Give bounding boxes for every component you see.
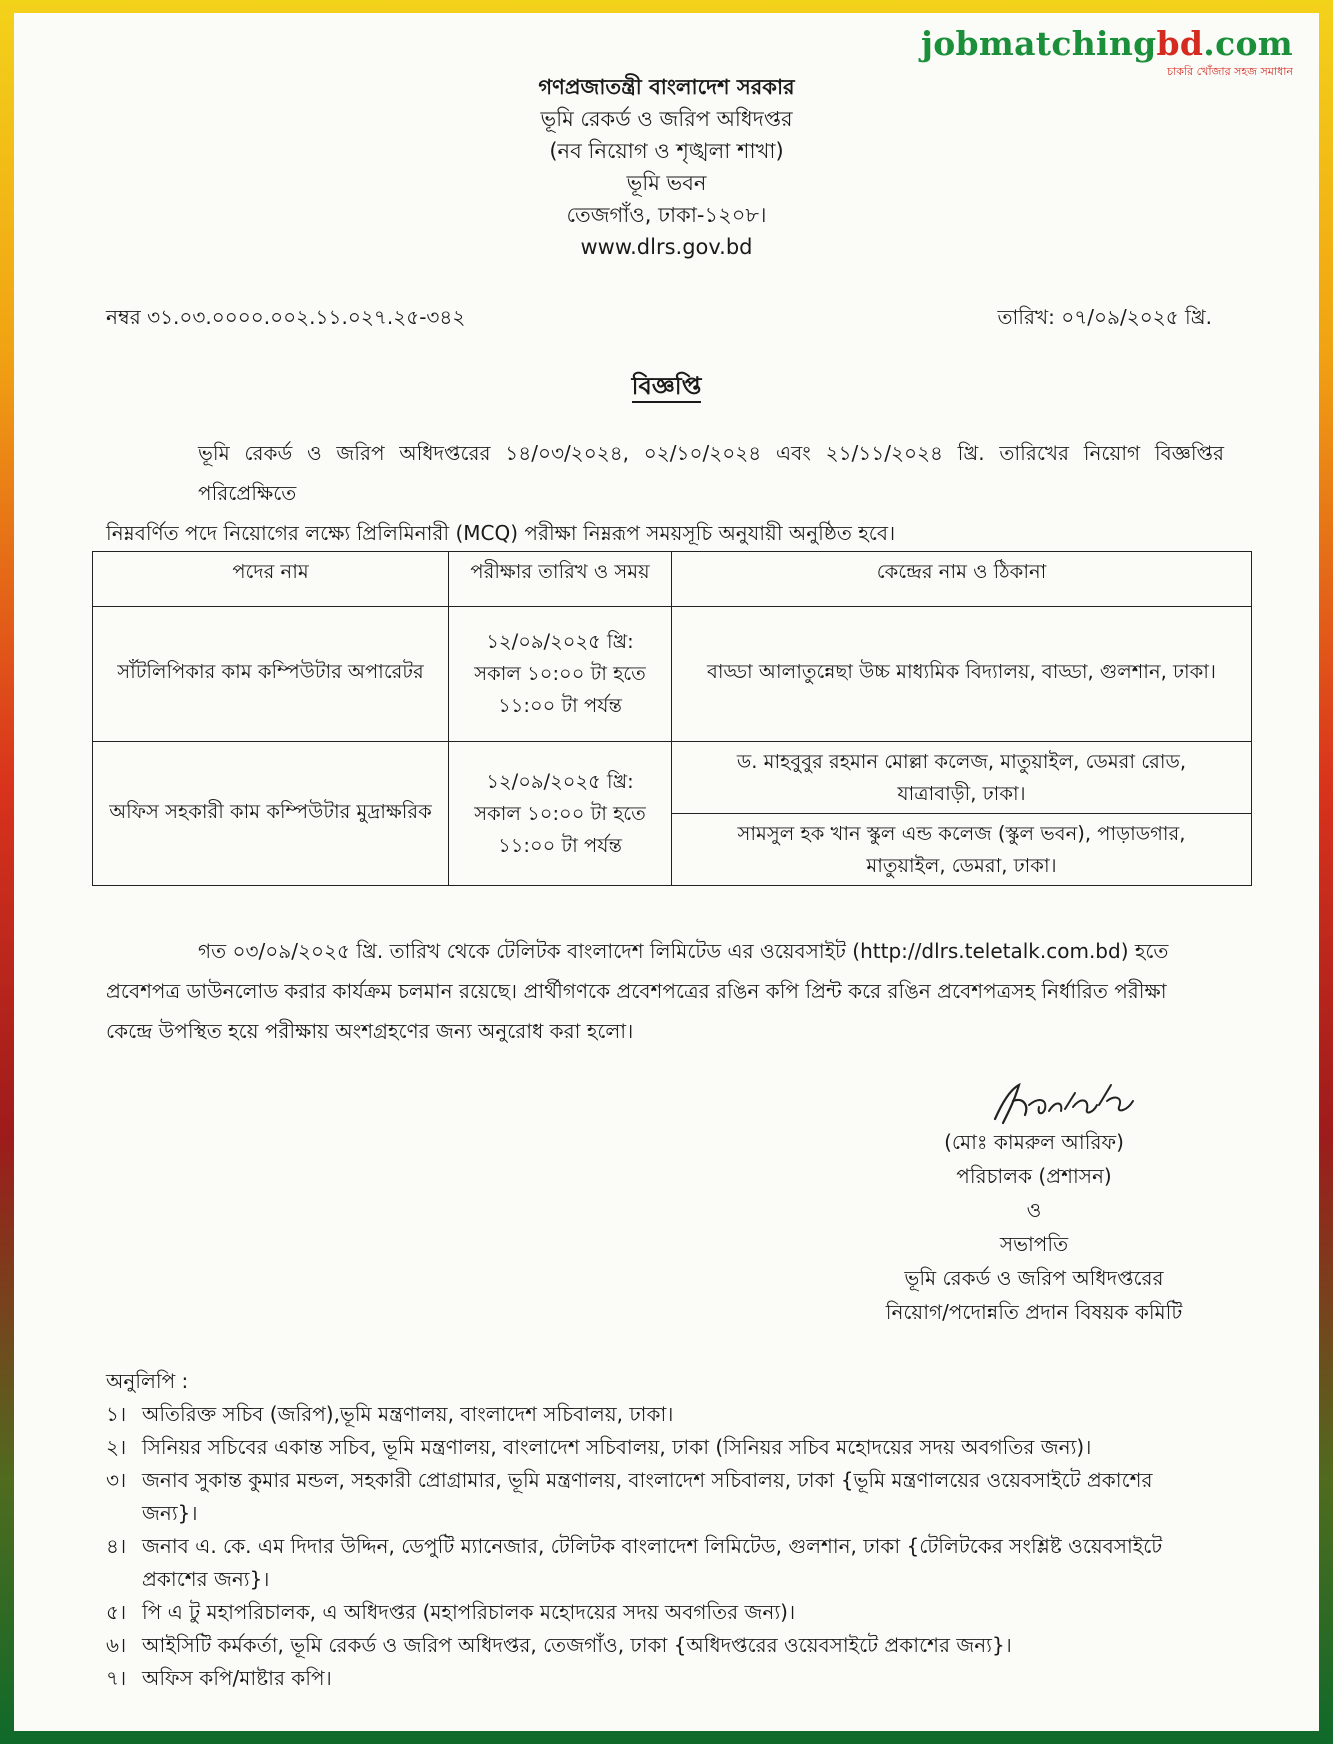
item-text: অফিস কপি/মাষ্টার কপি।: [142, 1666, 332, 1690]
header-post: পদের নাম: [93, 552, 449, 607]
notice-line-2: প্রবেশপত্র ডাউনলোড করার কার্যক্রম চলমান রয়েছে। প্রার্থীগণকে প্রবেশপত্রের রঙিন কপি প্রিন্ট করে রঙিন প্রবেশপত্রসহ নির্ধারিত পরীক্ষা: [106, 979, 1167, 1003]
item-text: জনাব এ. কে. এম দিদার উদ্দিন, ডেপুটি ম্যানেজার, টেলিটক বাংলাদেশ লিমিটেড, গুলশান, ঢাকা {টেলিটকের সংশ্লিষ্ট ওয়েবসাইটে: [142, 1534, 1163, 1558]
letterhead-website: www.dlrs.gov.bd: [580, 235, 753, 259]
letterhead-government: গণপ্রজাতন্ত্রী বাংলাদেশ সরকার: [538, 75, 795, 99]
post-name-cell: সাঁটলিপিকার কাম কম্পিউটার অপারেটর: [93, 607, 449, 742]
letterhead-address: তেজগাঁও, ঢাকা-১২০৮।: [566, 203, 767, 227]
item-text: জনাব সুকান্ত কুমার মন্ডল, সহকারী প্রোগ্রামার, ভূমি মন্ত্রণালয়, বাংলাদেশ সচিবালয়, ঢাকা {ভূমি মন্ত্রণালয়ের ওয়েবসাইটে প্রকাশের: [142, 1468, 1153, 1492]
exam-schedule-table: [92, 551, 1252, 886]
handwritten-signature: [989, 1071, 1139, 1133]
header-time: পরীক্ষার তারিখ ও সময়: [449, 552, 672, 607]
signatory-designation: পরিচালক (প্রশাসন): [956, 1164, 1112, 1188]
signatory-committee: নিয়োগ/পদোন্নতি প্রদান বিষয়ক কমিটি: [885, 1300, 1183, 1324]
copies-heading: অনুলিপি :: [106, 1369, 189, 1393]
list-item: [106, 1464, 1256, 1497]
notice-document: [14, 13, 1319, 1731]
center-cell: [672, 742, 1252, 814]
letterhead-department: ভূমি রেকর্ড ও জরিপ অধিদপ্তর: [540, 107, 793, 131]
notice-line-3: কেন্দ্রে উপস্থিত হয়ে পরীক্ষায় অংশগ্রহণের জন্য অনুরোধ করা হলো।: [106, 1019, 634, 1043]
item-text: প্রকাশের জন্য}।: [142, 1567, 270, 1591]
center-line: যাত্রাবাড়ী, ঢাকা।: [897, 781, 1026, 805]
center-cell: [672, 814, 1252, 886]
item-number: ৬।: [106, 1633, 127, 1657]
copy-distribution-list: [106, 1365, 1256, 1695]
header-center: কেন্দ্রের নাম ও ঠিকানা: [672, 552, 1252, 607]
letterhead-branch: (নব নিয়োগ ও শৃঙ্খলা শাখা): [549, 139, 784, 163]
list-item: [106, 1530, 1256, 1563]
exam-time-cell: [449, 742, 672, 886]
letterhead-building: ভূমি ভবন: [626, 171, 707, 195]
notice-title-text: বিজ্ঞপ্তি: [632, 372, 702, 403]
item-text: সিনিয়র সচিবের একান্ত সচিব, ভূমি মন্ত্রণালয়, বাংলাদেশ সচিবালয়, ঢাকা (সিনিয়র সচিব মহোদয়ের সদয় অবগতির জন্য)।: [142, 1435, 1092, 1459]
center-line: মাতুয়াইল, ডেমরা, ঢাকা।: [866, 853, 1057, 877]
watermark-tagline: চাকরি খোঁজার সহজ সমাধান: [1167, 65, 1293, 78]
table-header-row: [93, 552, 1252, 607]
center-line: ড. মাহবুবুর রহমান মোল্লা কলেজ, মাতুয়াইল, ডেমরা রোড,: [736, 749, 1187, 773]
signatory-department: ভূমি রেকর্ড ও জরিপ অধিদপ্তরের: [904, 1266, 1164, 1290]
item-number: ১।: [106, 1402, 127, 1426]
item-text: অতিরিক্ত সচিব (জরিপ),ভূমি মন্ত্রণালয়, বাংলাদেশ সচিবালয়, ঢাকা।: [142, 1402, 674, 1426]
list-item-continuation: [106, 1563, 1256, 1596]
signatory-name: (মোঃ কামরুল আরিফ): [944, 1130, 1124, 1154]
exam-start: সকাল ১০:০০ টা হতে: [474, 662, 646, 685]
notice-line-1: গত ০৩/০৯/২০২৫ খ্রি. তারিখ থেকে টেলিটক বাংলাদেশ লিমিটেড এর ওয়েবসাইট (http://dlrs.teletalk.com.bd) হতে: [198, 939, 1169, 963]
list-item: [106, 1596, 1256, 1629]
center-line: সামসুল হক খান স্কুল এন্ড কলেজ (স্কুল ভবন), পাড়াডগার,: [737, 821, 1186, 845]
signatory-role: সভাপতি: [999, 1232, 1069, 1256]
list-item: [106, 1662, 1256, 1695]
memo-date: তারিখ: ০৭/০৯/২০২৫ খ্রি.: [997, 305, 1212, 329]
item-text: আইসিটি কর্মকর্তা, ভূমি রেকর্ড ও জরিপ অধিদপ্তর, তেজগাঁও, ঢাকা {অধিদপ্তরের ওয়েবসাইটে প্রকাশের জন্য}।: [142, 1633, 1012, 1657]
letterhead: [14, 71, 1319, 263]
item-text: জন্য}।: [142, 1501, 198, 1525]
signatory-and: ও: [1026, 1198, 1042, 1222]
intro-line-2: নিম্নবর্ণিত পদে নিয়োগের লক্ষ্যে প্রিলিমিনারী (MCQ) পরীক্ষা নিম্নরূপ সময়সূচি অনুযায়ী অনুষ্ঠিত হবে।: [106, 521, 896, 545]
item-number: ৩।: [106, 1468, 127, 1492]
item-number: ৪।: [106, 1534, 127, 1558]
memo-reference: নম্বর ৩১.০৩.০০০০.০০২.১১.০২৭.২৫-৩৪২: [106, 305, 466, 329]
signatory-block: [854, 1125, 1214, 1329]
exam-end: ১১:০০ টা পর্যন্ত: [498, 833, 622, 857]
item-number: ২।: [106, 1435, 127, 1459]
intro-line-1: ভূমি রেকর্ড ও জরিপ অধিদপ্তরের ১৪/০৩/২০২৪, ০২/১০/২০২৪ এবং ২১/১১/২০২৪ খ্রি. তারিখের নিয়োগ বিজ্ঞপ্তির পরিপ্রেক্ষিতে: [198, 441, 1224, 505]
watermark-brand-suffix: .com: [1203, 24, 1293, 63]
table-row: [93, 607, 1252, 742]
watermark-brand-red: bd: [1156, 24, 1204, 63]
watermark-brand-green: jobmatching: [920, 24, 1157, 63]
item-number: ৭।: [106, 1666, 127, 1690]
table-row: [93, 742, 1252, 814]
notice-title: [14, 368, 1319, 408]
exam-time-cell: [449, 607, 672, 742]
exam-date: ১২/০৯/২০২৫ খ্রি:: [486, 630, 634, 653]
center-cell: বাড্ডা আলাতুন্নেছা উচ্চ মাধ্যমিক বিদ্যালয়, বাড্ডা, গুলশান, ঢাকা।: [672, 607, 1252, 742]
intro-paragraph: [106, 433, 1224, 553]
exam-start: সকাল ১০:০০ টা হতে: [474, 801, 646, 825]
exam-end: ১১:০০ টা পর্যন্ত: [498, 694, 622, 717]
list-item: [106, 1431, 1256, 1464]
list-item: [106, 1629, 1256, 1662]
admit-card-paragraph: [106, 931, 1224, 1051]
exam-date: ১২/০৯/২০২৫ খ্রি:: [486, 769, 634, 793]
post-name-cell: অফিস সহকারী কাম কম্পিউটার মুদ্রাক্ষরিক: [93, 742, 449, 886]
item-number: ৫।: [106, 1600, 127, 1624]
list-item-continuation: [106, 1497, 1256, 1530]
item-text: পি এ টু মহাপরিচালক, এ অধিদপ্তর (মহাপরিচালক মহোদয়ের সদয় অবগতির জন্য)।: [142, 1600, 796, 1624]
list-item: [106, 1398, 1256, 1431]
